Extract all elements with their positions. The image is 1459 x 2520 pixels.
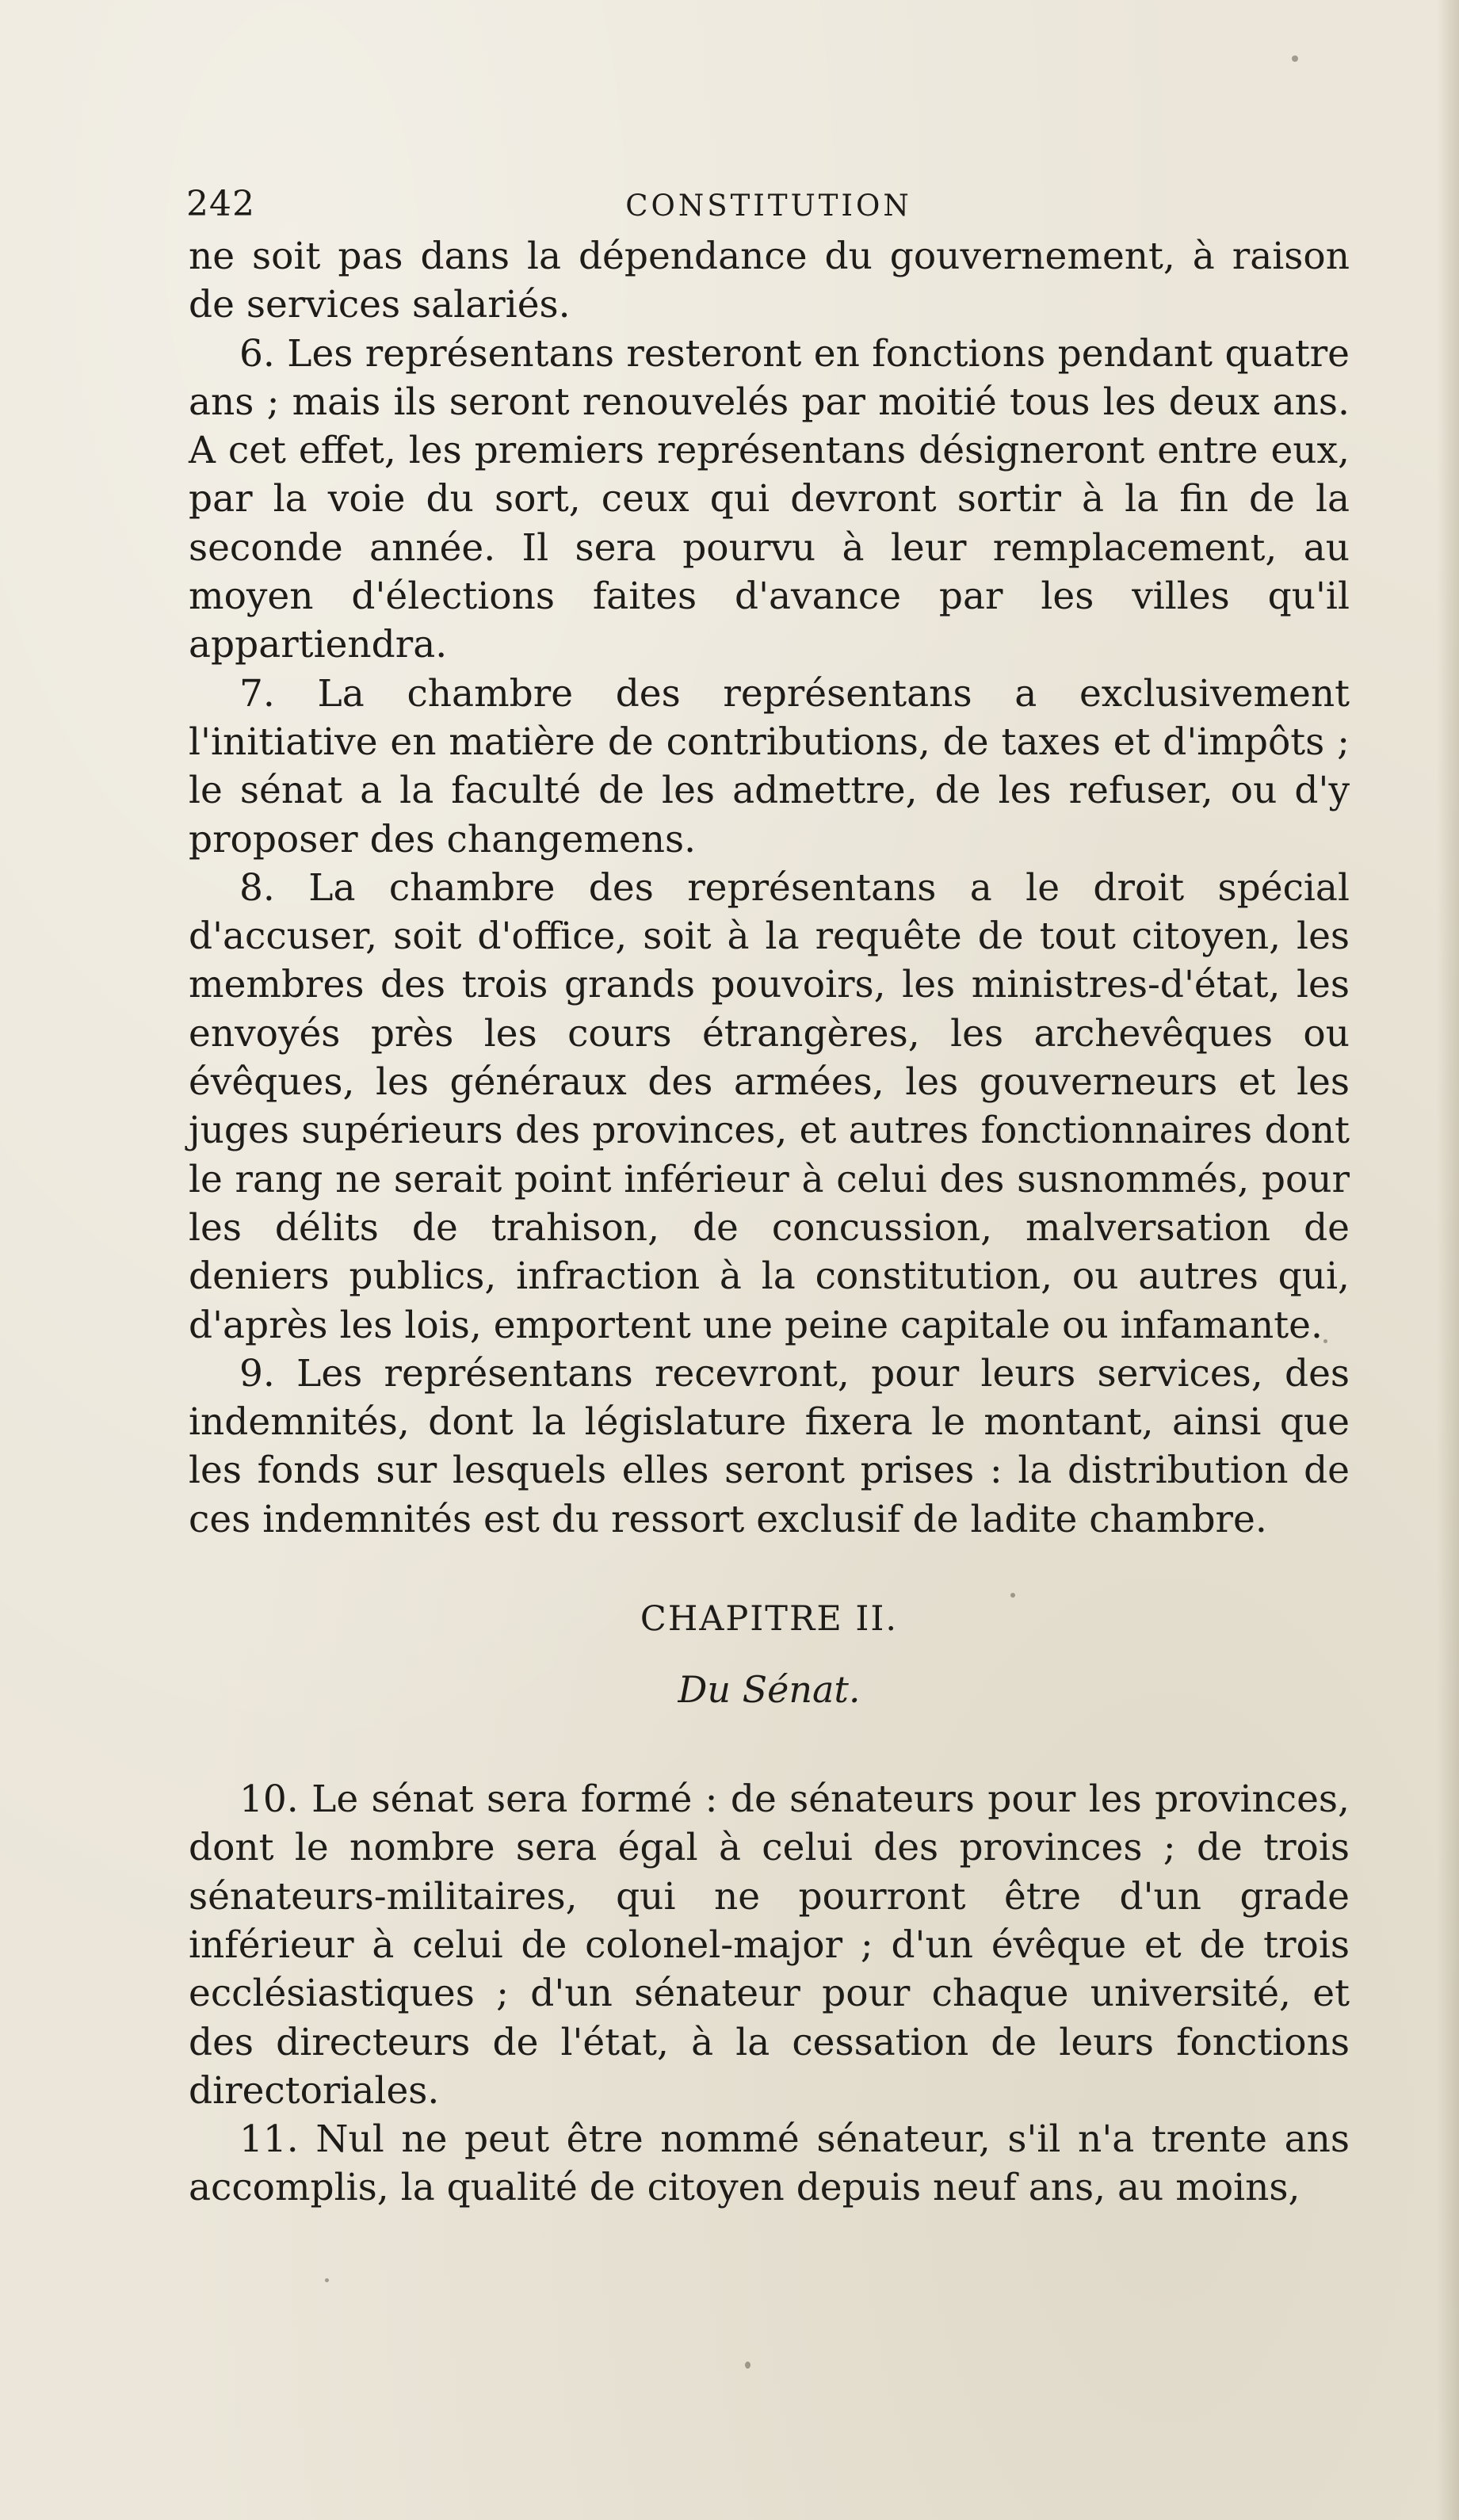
running-head [186, 184, 1351, 231]
chapter-heading: CHAPITRE II. [640, 1599, 899, 1640]
body-text [189, 232, 1350, 2213]
page-edge-shadow [1437, 0, 1459, 2520]
paragraph-article-9: 9. Les représentans recevront, pour leurs services, des indemnités, dont la législature fixera le montant, ainsi que les fonds sur lesquels elles seront prises : la distribution de ces indemnités est du ressort exclusif de ladite chambre. [189, 1351, 1350, 1541]
paragraph-continued: ne soit pas dans la dépendance du gouvernement, à raison de services salariés. [189, 235, 1350, 327]
paper-speck [325, 2278, 329, 2282]
paragraph-article-6: 6. Les représentans resteront en fonctions pendant quatre ans ; mais ils seront renouvelés par moitié tous les deux ans. A cet effet, les premiers représentans désigneront entre eux, par la voie du sort, ceux qui devront sortir à la fin de la seconde année. Il sera pourvu à leur remplacement, au moyen d'élections faites d'avance par les villes qu'il appartiendra. [189, 331, 1350, 667]
paragraph-article-8: 8. La chambre des représentans a le droit spécial d'accuser, soit d'office, soit à la requête de tout citoyen, les membres des trois grands pouvoirs, les ministres-d'état, les envoyés près les cours étrangères, les archevêques ou évêques, les généraux des armées, les gouverneurs et les juges supérieurs des provinces, et autres fonctionnaires dont le rang ne serait point inférieur à celui des susnommés, pour les délits de trahison, de concussion, malversation de deniers publics, infraction à la constitution, ou autres qui, d'après les lois, emportent une peine capitale ou infamante. [189, 865, 1350, 1347]
paragraph-article-11: 11. Nul ne peut être nommé sénateur, s'il n'a trente ans accomplis, la qualité de citoyen depuis neuf ans, au moins, [189, 2117, 1350, 2210]
section-title: Du Sénat. [678, 1668, 861, 1712]
paper-speck [745, 2362, 751, 2369]
running-title: CONSTITUTION [625, 189, 912, 223]
page-number: 242 [186, 184, 255, 224]
paper-speck [1292, 55, 1298, 62]
paragraph-article-10: 10. Le sénat sera formé : de sénateurs pour les provinces, dont le nombre sera égal à celui des provinces ; de trois sénateurs-militaires, qui ne pourront être d'un grade inférieur à celui de colonel-major ; d'un évêque et de trois ecclésiastiques ; d'un sénateur pour chaque université, et des directeurs de l'état, à la cessation de leurs fonctions directoriales. [189, 1777, 1350, 2113]
paper-speck [1010, 1593, 1015, 1598]
paper-speck [1323, 1339, 1327, 1343]
paragraph-article-7: 7. La chambre des représentans a exclusivement l'initiative en matière de contributions, de taxes et d'impôts ; le sénat a la faculté de les admettre, de les refuser, ou d'y proposer des changemens. [189, 671, 1350, 861]
